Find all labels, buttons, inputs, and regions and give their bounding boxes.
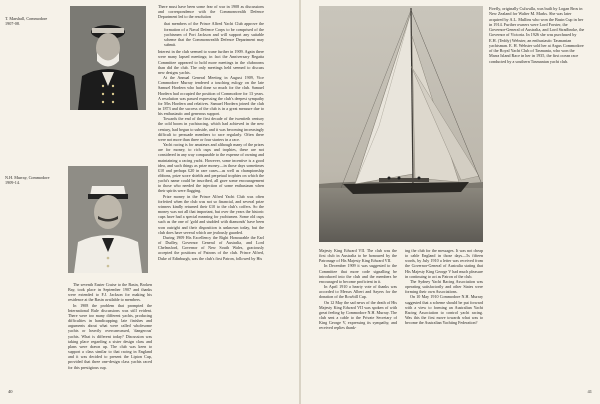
paragraph: In December 1909 it was suggested to the Committee that more code signalling be introduced into the club and the members be encouraged to become proficient in it. [319,263,397,284]
paragraph: On 10 May 1910 Commodore N.H. Murray suggested that a scheme should be put forward with a view to forming an Australian Yacht Racing Association to control yacht racing. Was this the first move towards what was to become the Australian Yachting Federation? [405,294,483,326]
page-number-left: 40 [8,389,13,394]
paragraph: In 1908 the problem that prompted the International Rule discussions was still evident. There were too many different yachts, producing difficulties in handicapping; late finishes and arguments about what were called wholesome yachts or heavily overcanvassed, 'dangerous' yachts. What is different today? Discussion was taking place regarding a sister design class and plans were drawn up. The club was keen to support a class similar to that racing in England and it was decided to present the Lipton Cup, provided that three one-design class yachts raced for this prestigious cup. [68,302,152,370]
paragraph: On 12 May the sad news of the death of His Majesty King Edward VII was spoken of with great feeling by Commodore N.H. Murray. The club sent a cable to the Private Secretary of King George V, expressing its sympathy, and received replies thank- [319,299,397,331]
paragraph: There must have been some fear of war in 1908 as discussions and correspondence with the Commonwealth Defence Department led to the resolution [158,4,264,20]
right-column-1 [319,248,397,380]
paragraph: ing the club for the messages. It was not cheap to cable England in those days—5s fifteen words, by July 1910 a letter was received from the Governor-General of Australia stating that His Majesty King George V had much pleasure in continuing to act as Patron of the club. [405,248,483,279]
right-column-2 [405,248,483,380]
left-lower-text [68,282,152,378]
portrait-murray-photo [68,166,148,273]
left-column-text [158,4,264,380]
block-quote: that members of the Prince Alfred Yacht Club approve the formation of a Naval Defence Corps to be comprised of the yachtsmen of Port Jackson and will support any suitable scheme that the Commonwealth Defence Department may submit. [164,21,264,48]
portrait-marshall-photo [70,6,146,110]
paragraph: During 1909 His Excellency the Right Honourable the Earl of Dudley, Governor General of Australia, and Lord Chelmsford, Governor of New South Wales, graciously accepted the positions of Patrons of the club. Prince Alfred, Duke of Edinburgh, was the club's first Patron, followed by His [158,234,264,261]
caption-line: 1907-08. [5,21,21,27]
caption-line: N.H. Murray, Commodore [5,175,50,180]
caption-firefly: Firefly, originally Culwulla, was built by Logan Bros in New Zealand for Walter M. Marks. She was later acquired by A.L. Mullins who won the Basin Cup in her in 1914. Further owners were Lord Forster, the Governor-General of Australia, and Lord Stradbroke, the Governor of Victoria. In 1926 she was purchased by E.H. (Teddy) Webster, an enthusiastic Tasmanian yachtsman. E. H. Webster sold her at Argus Commodore of the Royal Yacht Club of Tasmania, who won the Marra Island Race in her in 1935, the first ocean race conducted by a southern Tasmanian yacht club. [489,6,585,64]
paragraph: Yacht racing is for amateurs and although many of the prizes are for money, to rich cups and trophies, these are not considered in any way comparable to the expense of owning and maintaining a racing yacht. However, some incentive is a good idea, and such things as prize money—in those days sometimes £10 and perhaps £20 in rare cases—as well as championship ribbons, prize score shields and perpetual trophies on which the yacht's name could be inscribed, all gave some encouragement to those who needed the injection of some enthusiasm when their spirits were flagging. [158,142,264,194]
left-page [0,0,299,404]
caption-murray [5,175,65,185]
paragraph: In April 1910 a hearty vote of thanks was accorded to Messrs Albert and Sayers for the donation of the Rowbill Cup. [319,284,397,300]
page-number-right: 41 [587,389,592,394]
caption-line: 1909-14. [5,180,21,186]
paragraph: Majesty King Edward VII. The club was the first club in Australia to be honoured by the Patronage of His Majesty King Edward VII. [319,248,397,264]
yacht-firefly-photo [319,6,483,242]
paragraph: Towards the end of the first decade of the twentieth century the cold boom in yachtracing, which had achieved in the new century, had begun to subside, and it was becoming increasingly difficult to persuade members to race regularly. Often there were not more than three or four starters in a race. [158,116,264,142]
right-page [301,0,600,404]
caption-marshall [5,16,65,26]
paragraph: Interest in the club seemed to wane further in 1909. Again there were many lapsed meetings; in fact the Anniversary Regatta Committee appeared to hold more meetings in the clubrooms than did the club. The only meetings held seemed to discuss new designs yachts. [158,49,264,75]
paragraph: The seventh Easter Cruise to the Basin, Broken Bay, took place in September 1907 and thanks were extended to F.J. Jackson for making his residence at the Basin available to members. [68,282,152,303]
caption-line: T. Marshall, Commodore [5,16,48,21]
paragraph: At the Annual General Meeting in August 1909, Vice Commodore Murray tendered a touching eulogy on the late Samuel Hordern who had done so much for the club. Samuel Hordern had occupied the position of Commodore for 13 years. A resolution was passed expressing the club's deepest sympathy for Mrs Hordern and relatives. Samuel Hordern joined the club in 1873 and the success of the club is in a great measure due to his enthusiastic and generous support. [158,75,264,117]
paragraph: The Sydney Yacht Racing Association was operating satisfactorily and other States were forming their own Associations. [405,278,483,295]
paragraph: Prize money in the Prince Alfred Yacht Club was often forfeited when the club was not so financial, and several prize winners kindly returned their £10 to the club's coffers. So the money was not all that important, but over the years the historic cups have had a special meaning for yachtsmen. Some old cups such as the one of 'gold and studded with diamonds' have been won outright and their disposition is unknown today, but the club does have several which are jealously guarded. [158,193,264,235]
